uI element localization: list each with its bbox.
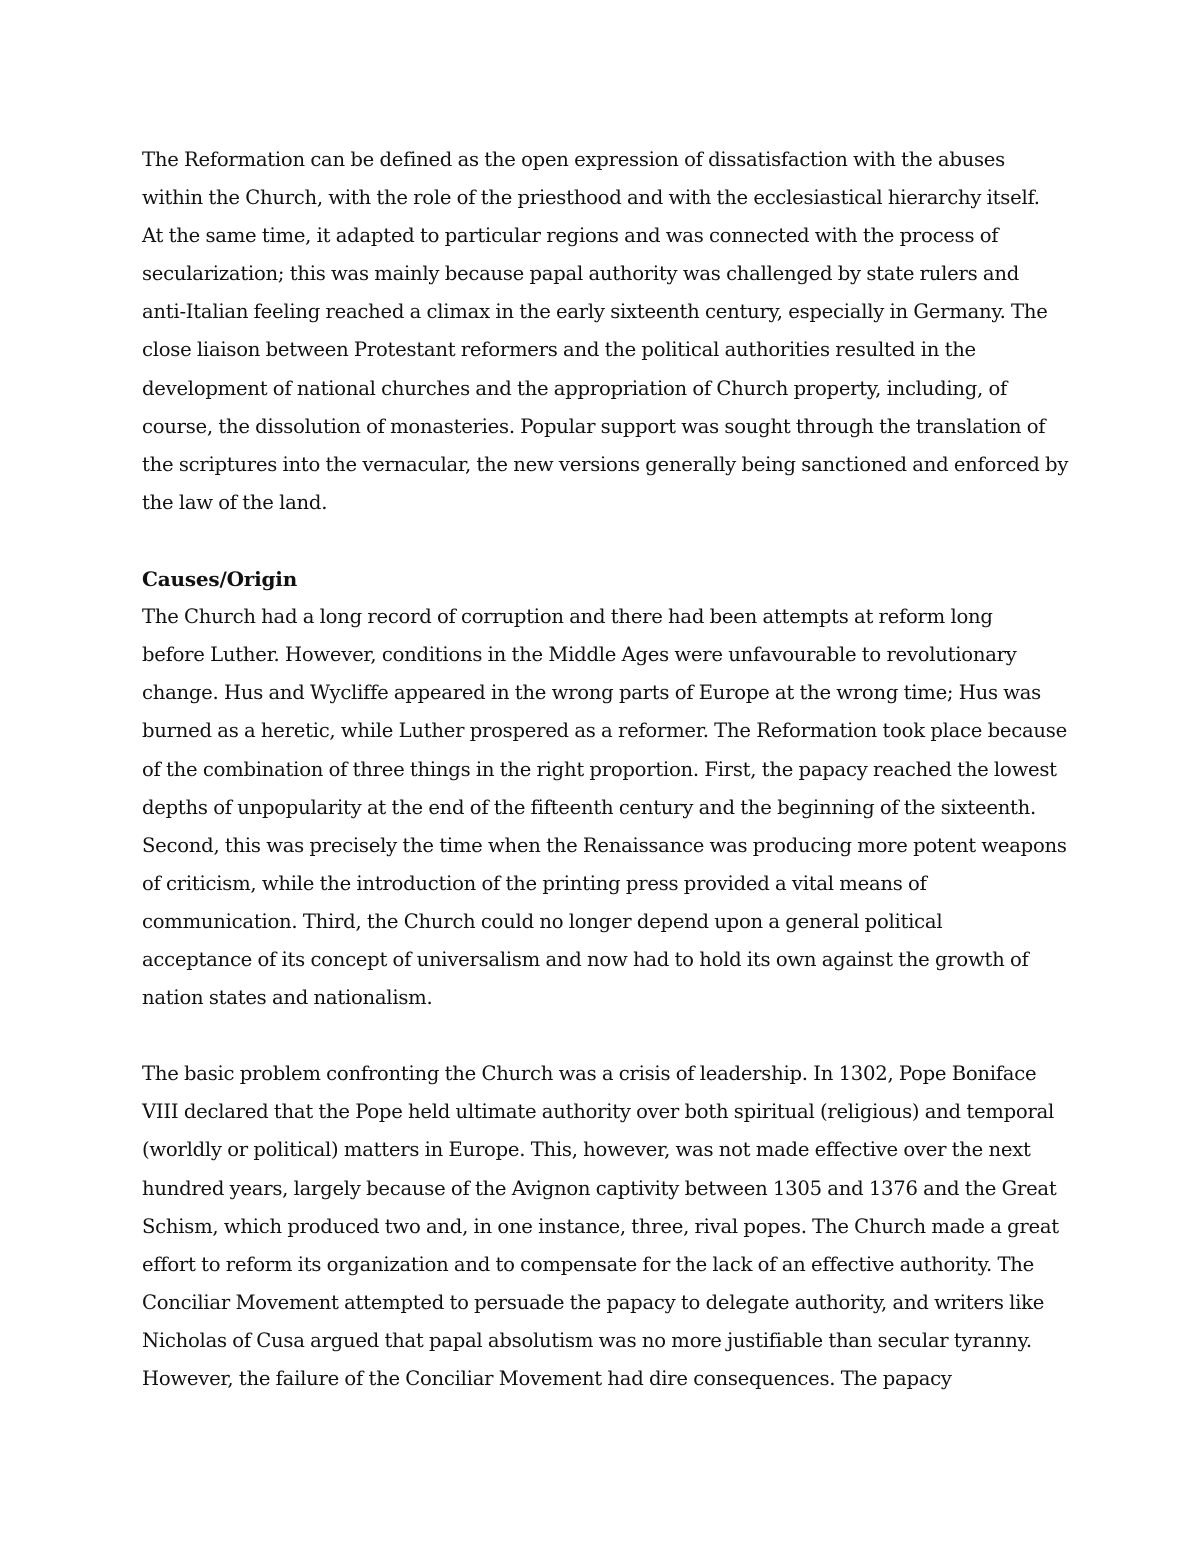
text-line: Schism, which produced two and, in one instance, three, rival popes. The Church made a great — [142, 1214, 1059, 1238]
text-line: At the same time, it adapted to particular regions and was connected with the process of — [142, 224, 999, 248]
text-line: development of national churches and the appropriation of Church property, including, of — [142, 376, 1008, 400]
text-line: However, the failure of the Conciliar Movement had dire consequences. The papacy — [142, 1367, 952, 1390]
text-line: The Reformation can be defined as the open expression of dissatisfaction with the abuses — [142, 148, 1005, 171]
text-line: the scriptures into the vernacular, the new versions generally being sanctioned and enforced by — [142, 452, 1069, 476]
text-line: change. Hus and Wycliffe appeared in the wrong parts of Europe at the wrong time; Hus was — [142, 681, 1041, 705]
text-line: hundred years, largely because of the Avignon captivity between 1305 and 1376 and the Great — [142, 1176, 1057, 1200]
text-line: Second, this was precisely the time when the Renaissance was producing more potent weapons — [142, 833, 1067, 857]
text-line: of criticism, while the introduction of the printing press provided a vital means of — [142, 871, 927, 895]
text-line: The basic problem confronting the Church was a crisis of leadership. In 1302, Pope Boniface — [142, 1062, 1037, 1086]
text-line: (worldly or political) matters in Europe. This, however, was not made effective over the next — [142, 1138, 1031, 1162]
section-heading: Causes/Origin — [142, 567, 298, 592]
text-line: course, the dissolution of monasteries. Popular support was sought through the translation of — [142, 414, 1046, 438]
text-line: The Church had a long record of corruption and there had been attempts at reform long — [142, 605, 993, 629]
text-line: nation states and nationalism. — [142, 986, 433, 1010]
text-line: Nicholas of Cusa argued that papal absolutism was no more justifiable than secular tyranny. — [142, 1328, 1032, 1352]
text-line: Conciliar Movement attempted to persuade the papacy to delegate authority, and writers like — [142, 1290, 1045, 1314]
text-line: VIII declared that the Pope held ultimate authority over both spiritual (religious) and temporal — [142, 1100, 1055, 1124]
text-line: effort to reform its organization and to compensate for the lack of an effective authority. The — [142, 1252, 1034, 1276]
text-line: communication. Third, the Church could no longer depend upon a general political — [142, 909, 943, 933]
causes-section — [142, 560, 1067, 1017]
text-line: the law of the land. — [142, 490, 328, 514]
text-line: of the combination of three things in the right proportion. First, the papacy reached the lowest — [142, 757, 1057, 781]
paragraph-spacer — [142, 522, 1062, 560]
text-line: acceptance of its concept of universalism and now had to hold its own against the growth of — [142, 947, 1029, 971]
leadership-paragraph — [142, 1055, 1062, 1398]
text-line: depths of unpopularity at the end of the fifteenth century and the beginning of the sixteenth. — [142, 795, 1037, 819]
paragraph-spacer — [142, 1017, 1062, 1055]
text-line: within the Church, with the role of the priesthood and with the ecclesiastical hierarchy itself. — [142, 186, 1040, 210]
text-line: secularization; this was mainly because papal authority was challenged by state rulers and — [142, 262, 1019, 286]
intro-paragraph — [142, 141, 1069, 522]
document-body — [142, 141, 1069, 1398]
text-line: anti-Italian feeling reached a climax in the early sixteenth century, especially in Germany. The — [142, 300, 1048, 324]
text-line: close liaison between Protestant reformers and the political authorities resulted in the — [142, 338, 976, 362]
text-line: burned as a heretic, while Luther prospered as a reformer. The Reformation took place because — [142, 719, 1067, 743]
text-line: before Luther. However, conditions in the Middle Ages were unfavourable to revolutionary — [142, 643, 1017, 667]
